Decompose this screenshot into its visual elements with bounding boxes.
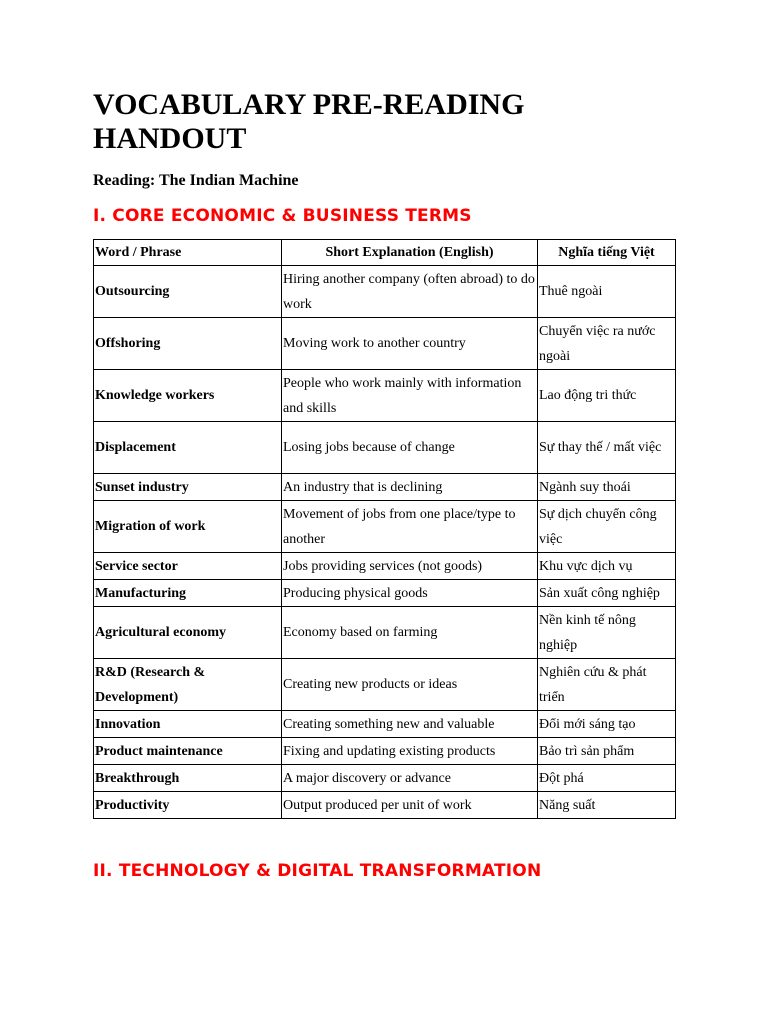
word-cell: Product maintenance <box>94 738 282 765</box>
table-row <box>94 738 676 765</box>
table-row <box>94 318 676 370</box>
vietnamese-cell: Đột phá <box>538 765 676 792</box>
table-row <box>94 607 676 659</box>
header-short-explanation: Short Explanation (English) <box>282 240 538 266</box>
header-vietnamese-meaning: Nghĩa tiếng Việt <box>538 240 676 266</box>
word-cell: Manufacturing <box>94 580 282 607</box>
explanation-cell: Hiring another company (often abroad) to do work <box>282 266 538 318</box>
table-row <box>94 266 676 318</box>
vietnamese-cell: Sự thay thế / mất việc <box>538 422 676 474</box>
vietnamese-cell: Ngành suy thoái <box>538 474 676 501</box>
word-cell: Offshoring <box>94 318 282 370</box>
vietnamese-cell: Sản xuất công nghiệp <box>538 580 676 607</box>
word-cell: Breakthrough <box>94 765 282 792</box>
table-row <box>94 553 676 580</box>
vietnamese-cell: Chuyển việc ra nước ngoài <box>538 318 676 370</box>
table-row <box>94 711 676 738</box>
table-row <box>94 765 676 792</box>
table-header-row <box>94 240 676 266</box>
word-cell: Migration of work <box>94 501 282 553</box>
vietnamese-cell: Năng suất <box>538 792 676 819</box>
word-cell: Agricultural economy <box>94 607 282 659</box>
section-heading-core-terms: I. CORE ECONOMIC & BUSINESS TERMS <box>93 206 472 226</box>
word-cell: R&D (Research & Development) <box>94 659 282 711</box>
explanation-cell: Moving work to another country <box>282 318 538 370</box>
reading-subtitle: Reading: The Indian Machine <box>93 172 299 189</box>
explanation-cell: Fixing and updating existing products <box>282 738 538 765</box>
table-row <box>94 501 676 553</box>
vietnamese-cell: Lao động tri thức <box>538 370 676 422</box>
table-row <box>94 474 676 501</box>
word-cell: Outsourcing <box>94 266 282 318</box>
vocabulary-table <box>93 239 676 819</box>
explanation-cell: A major discovery or advance <box>282 765 538 792</box>
explanation-cell: Creating new products or ideas <box>282 659 538 711</box>
vietnamese-cell: Nền kinh tế nông nghiệp <box>538 607 676 659</box>
explanation-cell: Producing physical goods <box>282 580 538 607</box>
section-heading-technology: II. TECHNOLOGY & DIGITAL TRANSFORMATION <box>93 861 542 881</box>
table-row <box>94 422 676 474</box>
document-title: VOCABULARY PRE-READING HANDOUT <box>93 88 525 155</box>
word-cell: Knowledge workers <box>94 370 282 422</box>
vietnamese-cell: Nghiên cứu & phát triển <box>538 659 676 711</box>
explanation-cell: Creating something new and valuable <box>282 711 538 738</box>
explanation-cell: Output produced per unit of work <box>282 792 538 819</box>
table-row <box>94 659 676 711</box>
explanation-cell: Economy based on farming <box>282 607 538 659</box>
word-cell: Sunset industry <box>94 474 282 501</box>
vietnamese-cell: Thuê ngoài <box>538 266 676 318</box>
vietnamese-cell: Khu vực dịch vụ <box>538 553 676 580</box>
vietnamese-cell: Đổi mới sáng tạo <box>538 711 676 738</box>
explanation-cell: People who work mainly with information and skills <box>282 370 538 422</box>
word-cell: Displacement <box>94 422 282 474</box>
word-cell: Innovation <box>94 711 282 738</box>
word-cell: Productivity <box>94 792 282 819</box>
explanation-cell: Jobs providing services (not goods) <box>282 553 538 580</box>
vietnamese-cell: Sự dịch chuyển công việc <box>538 501 676 553</box>
table-row <box>94 580 676 607</box>
table-row <box>94 370 676 422</box>
word-cell: Service sector <box>94 553 282 580</box>
header-word-phrase: Word / Phrase <box>94 240 282 266</box>
explanation-cell: An industry that is declining <box>282 474 538 501</box>
explanation-cell: Movement of jobs from one place/type to another <box>282 501 538 553</box>
table-row <box>94 792 676 819</box>
vietnamese-cell: Bảo trì sản phẩm <box>538 738 676 765</box>
explanation-cell: Losing jobs because of change <box>282 422 538 474</box>
